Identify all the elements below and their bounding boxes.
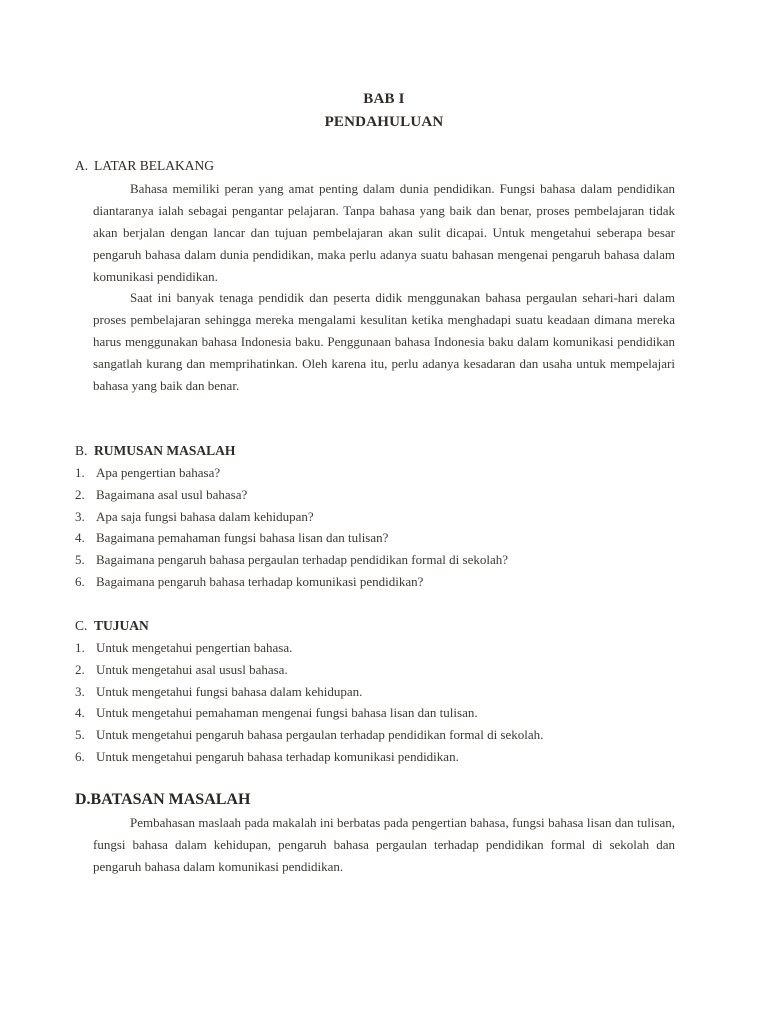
list-item-text: Bagaimana pengaruh bahasa terhadap komunikasi pendidikan? (96, 573, 424, 589)
section-a-paragraph-1: Bahasa memiliki peran yang amat penting dalam dunia pendidikan. Fungsi bahasa dalam pendidikan diantaranya ialah sebagai pengantar pelajaran. Tanpa bahasa yang baik dan benar, proses pembelajaran tidak akan berjalan dengan lancar dan tujuan pembelajaran akan sulit dicapai. Untuk mengetahui seberapa besar pengaruh bahasa dalam dunia pendidikan, maka perlu adanya suatu bahasan mengenai pengaruh bahasa dalam komunikasi pendidikan. (93, 181, 675, 284)
list-item-number: 5. (75, 552, 85, 568)
list-item-number: 1. (75, 465, 85, 480)
list-item-number: 4. (75, 705, 85, 721)
list-item-text: Untuk mengetahui asal ususl bahasa. (96, 661, 288, 677)
section-c-heading (75, 616, 149, 636)
list-item-text: Bagaimana pengaruh bahasa pergaulan terhadap pendidikan formal di sekolah? (96, 552, 508, 568)
list-item-text: Apa saja fungsi bahasa dalam kehidupan? (96, 508, 314, 524)
list-item-number: 4. (75, 530, 85, 546)
list-item (75, 571, 508, 593)
list-item-number: 3. (75, 508, 85, 524)
section-a-paragraph-2: Saat ini banyak tenaga pendidik dan peserta didik menggunakan bahasa pergaulan sehari-hari dalam proses pembelajaran sehingga mereka mengalami kesulitan ketika menghadapi suatu keadaan dimana mereka harus menggunakan bahasa Indonesia baku. Penggunaan bahasa Indonesia baku dalam komunikasi pendidikan sangatlah kurang dan memprihatinkan. Oleh karena itu, perlu adanya kesadaran dan usaha untuk mempelajari bahasa yang baik dan benar. (93, 290, 675, 393)
list-item (75, 527, 508, 549)
list-item (75, 462, 508, 484)
section-d-heading: D.BATASAN MASALAH (75, 791, 251, 808)
section-a-letter: A. (75, 158, 89, 173)
chapter-title: PENDAHULUAN (324, 114, 444, 130)
section-a-heading (75, 156, 214, 176)
section-d-paragraph: Pembahasan maslaah pada makalah ini berbatas pada pengertian bahasa, fungsi bahasa lisan dan tulisan, fungsi bahasa dalam kehidupan, pengaruh bahasa pergaulan terhadap pendidikan formal di sekolah dan pengaruh bahasa dalam komunikasi pendidikan. (93, 815, 675, 874)
list-item (75, 724, 543, 746)
list-item-text: Untuk mengetahui pengertian bahasa. (96, 640, 293, 655)
list-item-text: Untuk mengetahui pengaruh bahasa pergaulan terhadap pendidikan formal di sekolah. (96, 727, 544, 743)
list-item (75, 702, 543, 724)
list-item-text: Untuk mengetahui fungsi bahasa dalam kehidupan. (96, 683, 363, 699)
section-b-heading (75, 441, 235, 461)
list-item (75, 637, 543, 659)
section-c-title: TUJUAN (94, 618, 149, 633)
section-b-letter: B. (75, 443, 88, 458)
list-item-text: Bagaimana pemahaman fungsi bahasa lisan dan tulisan? (96, 530, 389, 546)
list-item (75, 746, 543, 768)
list-item-number: 5. (75, 727, 85, 743)
rumusan-masalah-list (75, 462, 508, 593)
list-item-number: 2. (75, 661, 85, 677)
list-item (75, 681, 543, 703)
list-item-number: 3. (75, 683, 85, 699)
list-item-text: Untuk mengetahui pemahaman mengenai fungsi bahasa lisan dan tulisan. (96, 705, 478, 721)
list-item-number: 6. (75, 573, 85, 589)
list-item (75, 484, 508, 506)
tujuan-list (75, 637, 543, 768)
list-item-number: 6. (75, 748, 85, 764)
list-item (75, 659, 543, 681)
list-item-number: 1. (75, 640, 85, 655)
section-b-title: RUMUSAN MASALAH (94, 443, 236, 458)
list-item (75, 549, 508, 571)
section-a-title: LATAR BELAKANG (94, 158, 215, 173)
list-item-text: Apa pengertian bahasa? (96, 465, 221, 480)
list-item-text: Untuk mengetahui pengaruh bahasa terhadap komunikasi pendidikan. (96, 748, 459, 764)
list-item (75, 506, 508, 528)
list-item-number: 2. (75, 486, 85, 502)
chapter-number: BAB I (363, 91, 405, 107)
list-item-text: Bagaimana asal usul bahasa? (96, 486, 248, 502)
section-c-letter: C. (75, 618, 88, 633)
